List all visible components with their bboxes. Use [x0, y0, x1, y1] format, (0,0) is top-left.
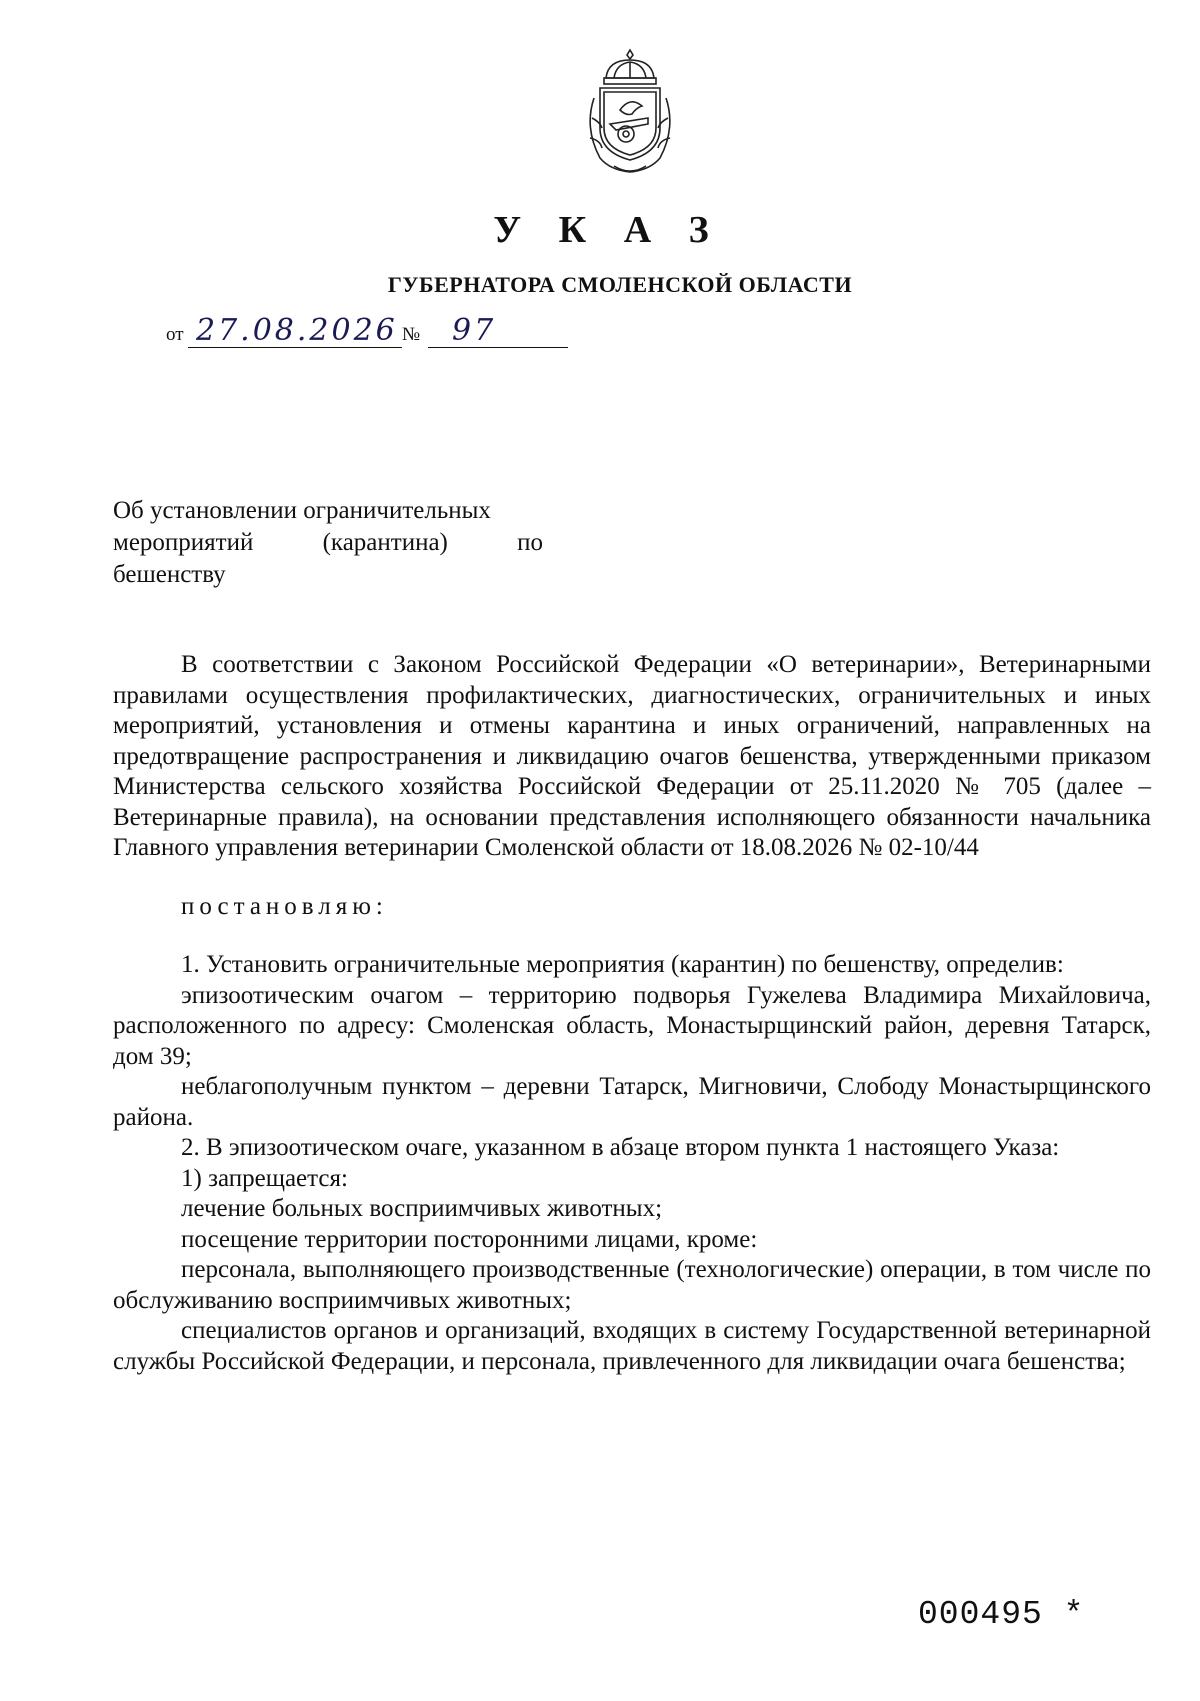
date-handwritten: 27.08.2026: [196, 313, 398, 348]
subject-line: Об установлении ограничительных: [113, 497, 491, 524]
document-issuer: ГУБЕРНАТОРА СМОЛЕНСКОЙ ОБЛАСТИ: [387, 272, 853, 297]
body-paragraph: 1) запрещается:: [181, 1164, 348, 1192]
document-title: У К А З: [493, 209, 723, 251]
body-paragraph: посещение территории посторонними лицами, кроме:: [181, 1225, 758, 1253]
document-body: [113, 650, 1151, 1377]
decree-word: постановляю:: [181, 892, 388, 920]
document-subject: [113, 495, 543, 591]
body-paragraph: персонала, выполняющего производственные (технологические) операции, в том числе по обслуживанию восприимчивых животных;: [113, 1256, 1151, 1314]
body-paragraph: 2. В эпизоотическом очаге, указанном в абзаце втором пункта 1 настоящего Указа:: [181, 1134, 1060, 1161]
date-prefix: от: [166, 324, 184, 345]
body-paragraph: 1. Установить ограничительные мероприятия (карантин) по бешенству, определив:: [181, 951, 1064, 978]
number-handwritten: 97: [452, 313, 497, 348]
subject-line: бешенству: [113, 561, 226, 588]
preamble-paragraph: В соответствии с Законом Российской Федерации «О ветеринарии», Ветеринарными правилами осуществления профилактических, диагностических, ограничительных и иных мероприятий, установления и отмены карантина и иных ограничений, направленных на предотвращение распространения и ликвидацию очагов бешенства, утвержденными приказом Министерства сельского хозяйства Российской Федерации от 25.11.2020 № 705 (далее – Ветеринарные правила), на основании представления исполняющего обязанности начальника Главного управления ветеринарии Смоленской области от 18.08.2026 № 02-10/44: [113, 651, 1151, 861]
body-paragraph: лечение больных восприимчивых животных;: [181, 1195, 663, 1222]
number-underline: [428, 347, 568, 348]
body-paragraph: специалистов органов и организаций, входящих в систему Государственной ветеринарной службы Российской Федерации, и персонала, привлеченного для ликвидации очага бешенства;: [113, 1317, 1151, 1375]
smolensk-coat-of-arms-icon: [570, 48, 690, 178]
subject-line: мероприятий (карантина) по: [113, 529, 543, 556]
number-prefix: №: [402, 324, 421, 345]
body-paragraph: эпизоотическим очагом – территорию подворья Гужелева Владимира Михайловича, расположенного по адресу: Смоленская область, Монастырщинский район, деревня Татарск, дом 39;: [113, 981, 1151, 1070]
form-serial-number: 000495 *: [918, 1596, 1085, 1633]
body-paragraph: неблагополучным пунктом – деревни Татарск, Мигновичи, Слободу Монастырщинского района.: [113, 1073, 1151, 1131]
